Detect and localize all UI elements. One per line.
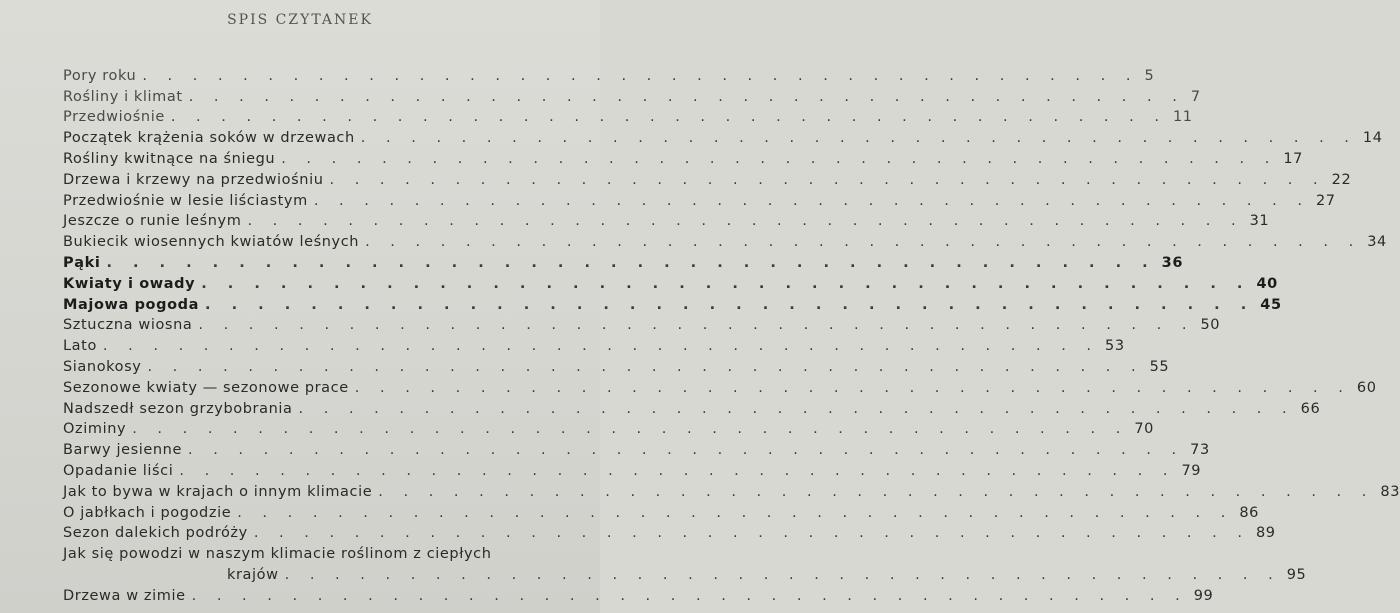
toc-entry-page: 11 [1172,109,1193,126]
toc-entry [63,583,1214,604]
toc-entry-title: Sezonowe kwiaty — sezonowe prace [63,379,349,396]
toc-leader-dots: . . . . . . . . . . . . . . . . . . . . . . . . . . . . . . . . . . . . . . . . [106,254,1156,271]
toc-entry [63,333,1125,355]
toc-entry-page: 50 [1200,317,1221,334]
toc-entry-title: Nadszedł sezon grzybobrania [63,400,293,417]
toc-leader-dots: . . . . . . . . . . . . . . . . . . . . . . . . . . . . . . . . . . . . . . . . [170,109,1167,126]
toc-entry-title: Początek krążenia soków w drzewach [63,130,355,147]
toc-entry-title: Opadanie liści [63,462,174,479]
toc-leader-dots: . . . . . . . . . . . . . . . . . . . . . . . . . . . . . . . . . . . . . . . . [378,483,1375,500]
toc-entry-page: 22 [1331,171,1352,188]
toc-leader-dots: . . . . . . . . . . . . . . . . . . . . . . . . . . . . . . . . . . . . . . . . [281,150,1278,167]
toc-entry [63,437,1210,459]
toc-entry-title: O jabłkach i pogodzie [63,504,232,521]
toc-entry-page: 95 [1286,566,1307,583]
toc-entry-page: 79 [1181,462,1202,479]
toc-entry-page: 83 [1380,483,1400,500]
toc-leader-dots: . . . . . . . . . . . . . . . . . . . . . . . . . . . . . . . . . . . . . . . . [198,317,1195,334]
toc-entry-page: 66 [1300,400,1321,417]
toc-entry [63,541,553,562]
toc-leader-dots: . . . . . . . . . . . . . . . . . . . . . . . . . . . . . . . . . . . . . . . . [132,421,1129,438]
toc-entry-title: Przedwiośnie [63,109,165,126]
toc-leader-dots: . . . . . . . . . . . . . . . . . . . . . . . . . . . . . . . . . . . . . . . . [179,462,1176,479]
page-title: SPIS CZYTANEK [227,12,373,28]
toc-leader-dots: . . . . . . . . . . . . . . . . . . . . . . . . . . . . . . . . . . . . . . . . [247,213,1244,230]
toc-entry-title: Lato [63,338,97,355]
toc-leader-dots: . . . . . . . . . . . . . . . . . . . . . . . . . . . . . . . . . . . . . . . . [188,88,1185,105]
toc-entry-title: Sztuczna wiosna [63,317,193,334]
toc-entry-page: 73 [1190,442,1210,459]
toc-entry-page: 5 [1144,67,1155,84]
toc-entry [63,250,1184,271]
toc-leader-dots: . . . . . . . . . . . . . . . . . . . . . . . . . . . . . . . . . . . . . . . . [354,379,1351,396]
toc-entry-page: 40 [1256,275,1278,292]
toc-entry-title: Przedwiośnie w lesie liściastym [63,192,308,209]
toc-entry [63,146,1303,167]
toc-entry [63,396,1321,417]
toc-entry-page: 45 [1260,296,1282,313]
toc-entry-title: Drzewa i krzewy na przedwiośniu [63,171,324,188]
toc-entry-title: Jak to bywa w krajach o innym klimacie [63,483,373,500]
toc-leader-dots: . . . . . . . . . . . . . . . . . . . . . . . . . . . . . . . . . . . . . . . . [188,442,1185,459]
toc-entry-page: 17 [1283,150,1303,167]
toc-entry-title: Drzewa w zimie [63,587,186,604]
toc-entry-page: 86 [1239,504,1259,521]
toc-entry-title: Barwy jesienne [63,442,182,459]
toc-entry-title: Rośliny kwitnące na śniegu [63,150,276,167]
toc-entry-title: Majowa pogoda [63,296,200,313]
toc-leader-dots: . . . . . . . . . . . . . . . . . . . . . . . . . . . . . . . . . . . . . . . . [237,504,1234,521]
toc-leader-dots: . . . . . . . . . . . . . . . . . . . . . . . . . . . . . . . . . . . . . . . . [201,275,1251,292]
toc-leader-dots: . . . . . . . . . . . . . . . . . . . . . . . . . . . . . . . . . . . . . . . . [313,192,1310,209]
toc-entry [63,167,1352,188]
toc-entry [63,84,1201,105]
toc-entry-page: 27 [1315,192,1336,209]
toc-leader-dots: . . . . . . . . . . . . . . . . . . . . . . . . . . . . . . . . . . . . . . . . [142,67,1139,84]
toc-leader-dots: . . . . . . . . . . . . . . . . . . . . . . . . . . . . . . . . . . . . . . . . [253,525,1250,542]
toc-leader-dots: . . . . . . . . . . . . . . . . . . . . . . . . . . . . . . . . . . . . . . . . [205,296,1255,313]
toc-entry-page: 70 [1134,421,1154,438]
toc-entry [63,125,1383,147]
toc-entry-title: Sianokosy [63,358,142,375]
toc-entry-title: Sezon dalekich podróży [63,525,248,542]
toc-leader-dots: . . . . . . . . . . . . . . . . . . . . . . . . . . . . . . . . . . . . . . . . [191,587,1188,604]
toc-entry-page: 55 [1149,358,1170,375]
toc-entry-title: Pąki [63,254,101,271]
toc-entry-page: 60 [1356,379,1377,396]
toc-entry-title: Kwiaty i owady [63,275,196,292]
toc-entry-page: 89 [1255,525,1276,542]
toc-leader-dots: . . . . . . . . . . . . . . . . . . . . . . . . . . . . . . . . . . . . . . . . [298,400,1295,417]
toc-entry-page: 99 [1193,587,1214,604]
toc-entry-page: 53 [1105,338,1125,355]
toc-entry-page: 31 [1249,213,1270,230]
toc-entry-page: 36 [1161,254,1184,271]
toc-entry [63,313,1221,334]
toc-entry-title-continuation: krajów [227,566,279,583]
toc-entry-title: Pory roku [63,67,137,84]
toc-entry [63,417,1154,438]
toc-entry-page: 7 [1190,88,1201,105]
toc-entry-title: Oziminy [63,421,127,438]
toc-entry-page: 34 [1367,234,1387,251]
toc-entry [63,271,1278,292]
toc-leader-dots: . . . . . . . . . . . . . . . . . . . . . . . . . . . . . . . . . . . . . . . . [360,130,1357,147]
toc-leader-dots: . . . . . . . . . . . . . . . . . . . . . . . . . . . . . . . . . . . . . . . . [284,566,1281,583]
toc-entry [63,105,1193,126]
toc-leader-dots: . . . . . . . . . . . . . . . . . . . . . . . . . . . . . . . . . . . . . . . . [329,171,1326,188]
toc-entry-title: Jak się powodzi w naszym klimacie roślinom z ciepłych [63,546,492,563]
toc-entry [63,375,1377,396]
toc-entry [63,229,1387,251]
toc-entry [63,500,1259,521]
toc-leader-dots: . . . . . . . . . . . . . . . . . . . . . . . . . . . . . . . . . . . . . . . . [147,358,1144,375]
toc-leader-dots: . . . . . . . . . . . . . . . . . . . . . . . . . . . . . . . . . . . . . . . . [102,338,1100,355]
toc-entry [63,354,1170,375]
toc-entry [63,63,1155,84]
table-of-contents [63,63,1400,604]
toc-leader-dots: . . . . . . . . . . . . . . . . . . . . . . . . . . . . . . . . . . . . . . . . [365,234,1362,251]
toc-entry-title: Bukiecik wiosennych kwiatów leśnych [63,234,360,251]
toc-entry [63,209,1270,230]
toc-entry [63,521,1276,542]
toc-entry [63,479,1400,500]
toc-entry-page: 14 [1362,130,1383,147]
toc-entry [63,292,1282,313]
toc-entry [63,458,1202,479]
toc-entry [63,188,1336,209]
toc-entry-title: Jeszcze o runie leśnym [63,213,242,230]
toc-entry-continuation [63,562,1307,583]
toc-entry-title: Rośliny i klimat [63,88,183,105]
